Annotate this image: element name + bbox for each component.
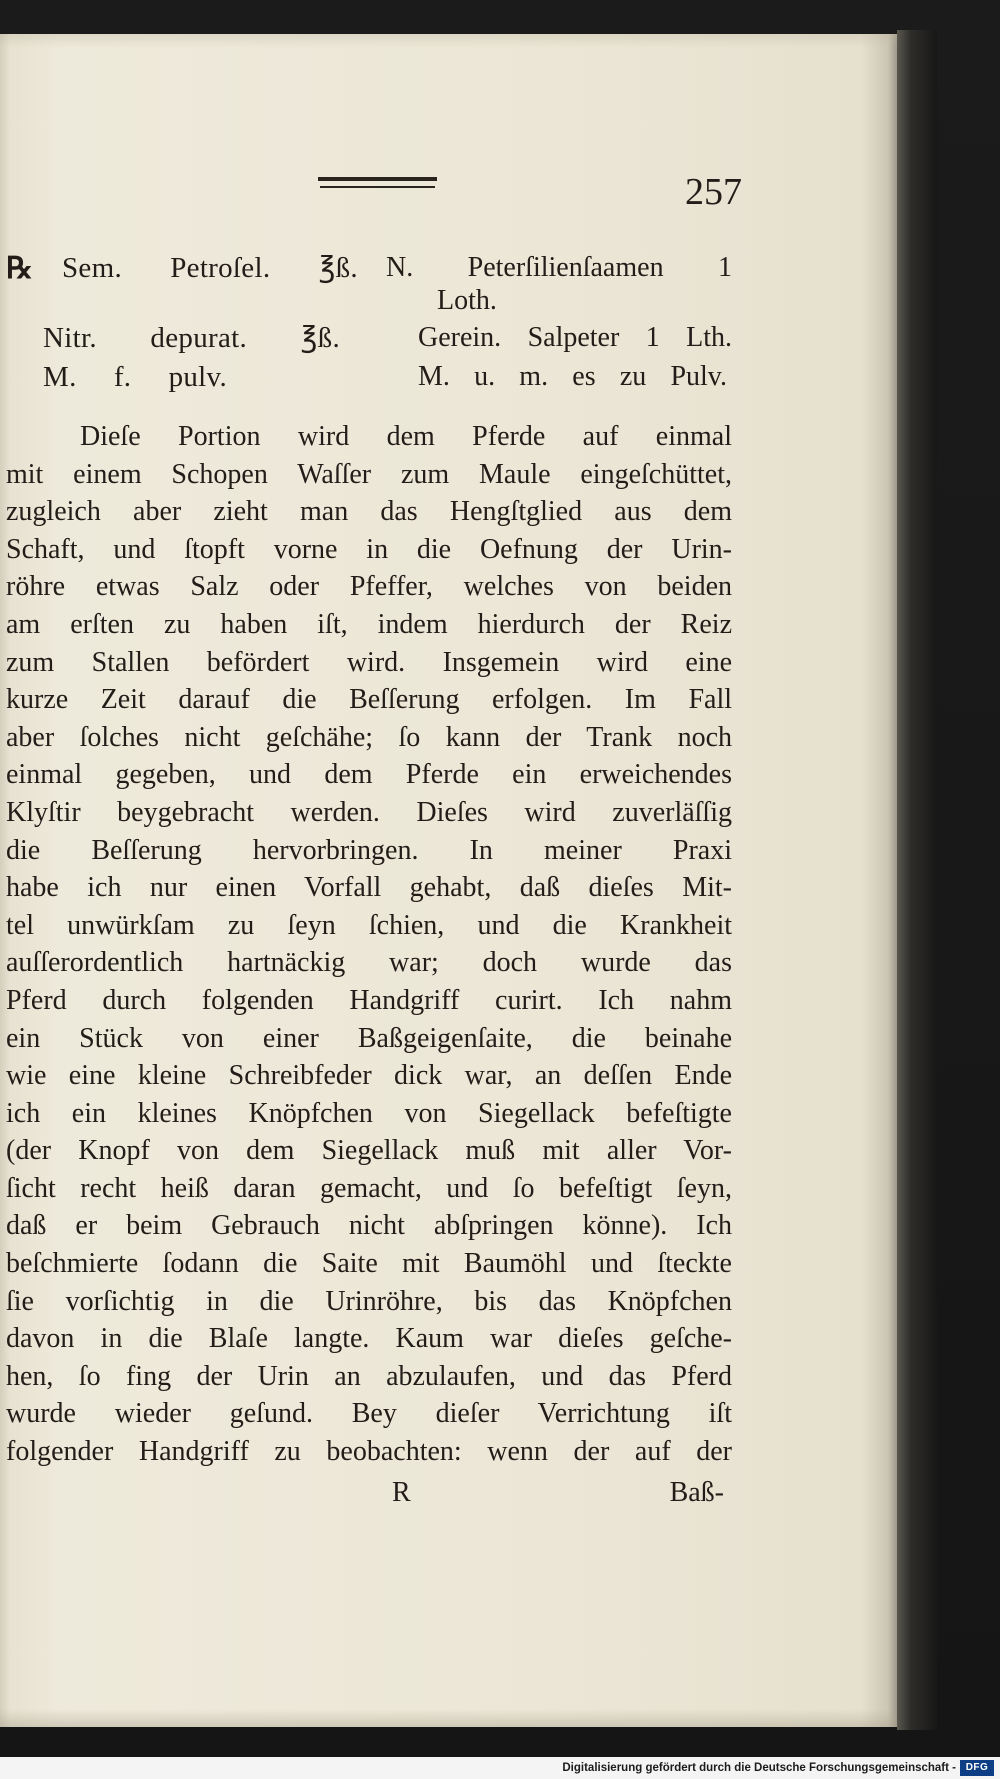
text-line: aber ſolches nicht geſchähe; ſo kann der Trank noch bbox=[6, 721, 732, 753]
text-line: wie eine kleine Schreibfeder dick war, an deſſen Ende bbox=[6, 1060, 732, 1092]
book-page bbox=[0, 34, 897, 1727]
text-line: davon in die Blaſe langte. Kaum war dieſes geſche- bbox=[6, 1323, 732, 1355]
signature-mark: R bbox=[392, 1477, 411, 1508]
text-line: daß er beim Gebrauch nicht abſpringen könne). Ich bbox=[6, 1210, 732, 1242]
digitization-banner bbox=[0, 1757, 1000, 1779]
recipe-symbol: ℞ bbox=[6, 252, 33, 285]
body-text bbox=[6, 418, 732, 1471]
text-line: beſchmierte ſodann die Saite mit Baumöhl und ſteckte bbox=[6, 1248, 732, 1280]
catchword: Baß- bbox=[669, 1477, 724, 1508]
text-line: ein Stück von einer Baßgeigenſaite, die beinahe bbox=[6, 1022, 732, 1054]
text-line: am erſten zu haben iſt, indem hierdurch der Reiz bbox=[6, 608, 732, 640]
page-number: 257 bbox=[685, 171, 742, 213]
text-line: (der Knopf von dem Siegellack muß mit aller Vor- bbox=[6, 1135, 732, 1167]
recipe-german-1: N. Peterſilienſaamen 1 bbox=[386, 252, 732, 283]
header-rule-thin bbox=[320, 186, 435, 188]
text-line: habe ich nur einen Vorfall gehabt, daß dieſes Mit- bbox=[6, 872, 732, 904]
text-line: mit einem Schopen Waſſer zum Maule eingeſchüttet, bbox=[6, 458, 732, 490]
recipe-german-3: M. u. m. es zu Pulv. bbox=[418, 361, 727, 392]
text-line: ich ein kleines Knöpfchen von Siegellack befeſtigte bbox=[6, 1097, 732, 1129]
text-line: hen, ſo fing der Urin an abzulaufen, und das Pferd bbox=[6, 1360, 732, 1392]
text-line: tel unwürkſam zu ſeyn ſchien, und die Krankheit bbox=[6, 909, 732, 941]
text-line: Dieſe Portion wird dem Pferde auf einmal bbox=[80, 421, 732, 452]
text-line: kurze Zeit darauf die Beſſerung erfolgen. Im Fall bbox=[6, 684, 732, 716]
banner-text: Digitalisierung gefördert durch die Deutsche Forschungsgemeinschaft - bbox=[562, 1762, 956, 1774]
text-line: ſicht recht heiß daran gemacht, und ſo befeſtigt ſeyn, bbox=[6, 1172, 732, 1204]
text-line: auſſerordentlich hartnäckig war; doch wurde das bbox=[6, 947, 732, 979]
text-line: Klyſtir beygebracht werden. Dieſes wird zuverläſſig bbox=[6, 796, 732, 828]
recipe-latin-1: Sem. Petroſel. ℥ß. bbox=[62, 252, 358, 284]
text-line: Schaft, und ſtopft vorne in die Oefnung der Urin- bbox=[6, 533, 732, 565]
recipe-latin-3: M. f. pulv. bbox=[43, 361, 227, 393]
text-line: wurde wieder geſund. Bey dieſer Verrichtung iſt bbox=[6, 1398, 732, 1430]
text-line: ſie vorſichtig in die Urinröhre, bis das Knöpfchen bbox=[6, 1285, 732, 1317]
page-edge-shadow bbox=[897, 30, 937, 1730]
text-line: folgender Handgriff zu beobachten: wenn der auf der bbox=[6, 1436, 732, 1468]
text-line: zugleich aber zieht man das Hengſtglied aus dem bbox=[6, 496, 732, 528]
text-line: zum Stallen befördert wird. Insgemein wird eine bbox=[6, 646, 732, 678]
recipe-latin-2: Nitr. depurat. ℥ß. bbox=[43, 322, 340, 354]
recipe-german-2: Gerein. Salpeter 1 Lth. bbox=[418, 322, 732, 353]
text-line: die Beſſerung hervorbringen. In meiner Praxi bbox=[6, 834, 732, 866]
header-rule-thick bbox=[318, 177, 437, 181]
dfg-logo: DFG bbox=[960, 1760, 994, 1776]
text-line: einmal gegeben, und dem Pferde ein erweichendes bbox=[6, 759, 732, 791]
recipe-german-1-continued: Loth. bbox=[437, 285, 497, 316]
text-line: röhre etwas Salz oder Pfeffer, welches von beiden bbox=[6, 571, 732, 603]
text-line: Pferd durch folgenden Handgriff curirt. Ich nahm bbox=[6, 984, 732, 1016]
